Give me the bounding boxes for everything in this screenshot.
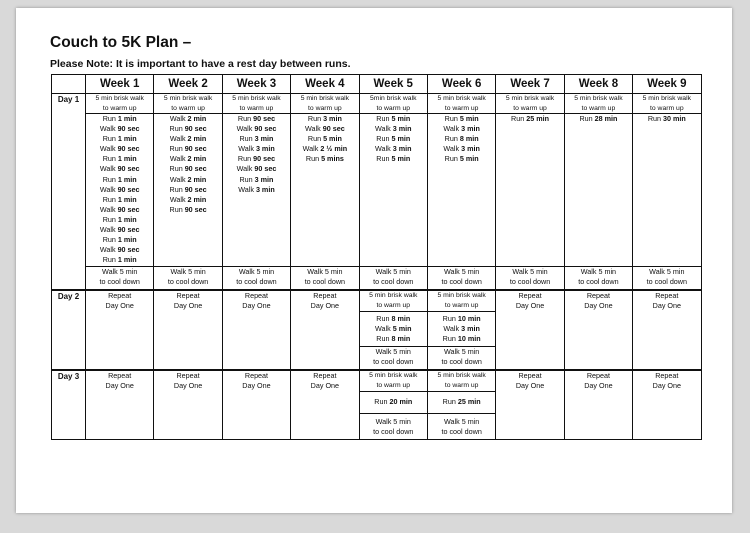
- warmup-cell: 5 min brisk walk to warm up: [564, 94, 632, 114]
- interval-step: [154, 124, 221, 134]
- interval-duration: 5 min: [323, 134, 342, 144]
- interval-type: Walk: [236, 164, 253, 174]
- interval-type: Walk: [238, 144, 254, 154]
- warmup-cell: 5 min brisk walk to warm up: [359, 370, 427, 392]
- interval-step: [86, 134, 153, 144]
- cooldown-cell: Walk 5 min to cool down: [496, 267, 564, 291]
- interval-step: [86, 205, 153, 215]
- interval-step: [360, 324, 427, 334]
- interval-type: Walk: [169, 134, 186, 144]
- interval-type: Run: [237, 154, 252, 164]
- interval-duration: 90 sec: [184, 164, 207, 174]
- week-header: Week 9: [633, 75, 701, 94]
- interval-duration: 90 sec: [117, 204, 140, 214]
- interval-type: Run: [444, 154, 458, 164]
- intervals-cell: [359, 392, 427, 414]
- warmup-cell: 5 min brisk walk to warm up: [427, 290, 495, 312]
- interval-type: Run: [376, 154, 390, 164]
- interval-type: Run: [102, 214, 116, 224]
- interval-duration: 2 ½ min: [320, 144, 348, 154]
- interval-type: Run: [102, 174, 116, 184]
- interval-step: [86, 185, 153, 195]
- repeat-cell: Repeat Day One: [86, 290, 154, 370]
- interval-step: [154, 134, 221, 144]
- interval-type: Run: [307, 134, 322, 144]
- interval-duration: 3 min: [254, 174, 274, 184]
- document-page: [16, 8, 732, 513]
- interval-type: Walk: [375, 324, 391, 334]
- interval-duration: 5 min: [391, 114, 411, 124]
- repeat-cell: Repeat Day One: [633, 370, 701, 440]
- interval-duration: 2 min: [187, 174, 207, 184]
- interval-step: [86, 255, 153, 265]
- cooldown-cell: Walk 5 min to cool down: [359, 414, 427, 440]
- cooldown-cell: Walk 5 min to cool down: [86, 267, 154, 291]
- interval-type: Walk: [99, 124, 116, 134]
- interval-step: [86, 154, 153, 164]
- interval-type: Run: [444, 134, 458, 144]
- interval-duration: 2 min: [187, 194, 207, 204]
- repeat-cell: Repeat Day One: [154, 370, 222, 440]
- interval-duration: 10 min: [457, 314, 481, 324]
- repeat-cell: Repeat Day One: [291, 370, 359, 440]
- interval-type: Walk: [99, 245, 116, 255]
- week-header: Week 3: [222, 75, 290, 94]
- interval-type: Walk: [169, 174, 186, 184]
- interval-duration: 90 sec: [117, 245, 140, 255]
- interval-step: [86, 195, 153, 205]
- interval-step: [223, 134, 290, 144]
- cooldown-cell: Walk 5 min to cool down: [427, 347, 495, 371]
- interval-type: Walk: [169, 114, 186, 124]
- interval-type: Run: [169, 124, 183, 134]
- warmup-cell: 5 min brisk walk to warm up: [154, 94, 222, 114]
- interval-type: Walk: [238, 184, 254, 194]
- interval-type: Run: [102, 114, 116, 124]
- intervals-cell: [427, 114, 495, 267]
- interval-type: Walk: [236, 124, 253, 134]
- day-label: Day 3: [52, 370, 86, 440]
- interval-type: Walk: [169, 194, 186, 204]
- interval-type: Run: [102, 234, 116, 244]
- interval-type: Run: [305, 154, 320, 164]
- interval-step: [360, 334, 427, 344]
- interval-type: Walk: [99, 144, 116, 154]
- interval-type: Run: [647, 114, 662, 124]
- interval-type: Run: [169, 164, 183, 174]
- interval-type: Run: [579, 114, 593, 124]
- interval-step: [428, 134, 495, 144]
- intervals-cell: [222, 114, 290, 267]
- week-header: Week 1: [86, 75, 154, 94]
- interval-type: Walk: [302, 144, 319, 154]
- interval-duration: 8 min: [391, 314, 411, 324]
- interval-type: Run: [239, 134, 253, 144]
- interval-duration: 10 min: [457, 334, 481, 344]
- page-title: Couch to 5K Plan –: [50, 34, 192, 51]
- intervals-cell: [359, 312, 427, 347]
- intervals-cell: [633, 114, 701, 267]
- interval-type: Run: [169, 144, 183, 154]
- interval-step: [291, 134, 358, 144]
- interval-step: [360, 397, 427, 407]
- repeat-cell: Repeat Day One: [222, 370, 290, 440]
- cooldown-cell: Walk 5 min to cool down: [359, 267, 427, 291]
- interval-step: [86, 225, 153, 235]
- interval-step: [291, 154, 358, 164]
- cooldown-cell: Walk 5 min to cool down: [222, 267, 290, 291]
- interval-type: Walk: [99, 224, 116, 234]
- interval-step: [428, 314, 495, 324]
- interval-duration: 90 sec: [184, 144, 207, 154]
- interval-step: [565, 114, 632, 124]
- interval-type: Run: [376, 334, 390, 344]
- intervals-cell: [427, 312, 495, 347]
- interval-step: [86, 124, 153, 134]
- interval-duration: 90 sec: [254, 124, 277, 134]
- warmup-cell: 5 min brisk walk to warm up: [496, 94, 564, 114]
- interval-duration: 5 min: [391, 154, 411, 164]
- warmup-cell: 5 min brisk walk to warm up: [359, 290, 427, 312]
- repeat-cell: Repeat Day One: [564, 370, 632, 440]
- repeat-cell: Repeat Day One: [291, 290, 359, 370]
- interval-duration: 3 min: [254, 134, 274, 144]
- interval-step: [86, 175, 153, 185]
- interval-step: [428, 334, 495, 344]
- repeat-cell: Repeat Day One: [154, 290, 222, 370]
- interval-duration: 90 sec: [184, 124, 207, 134]
- interval-step: [86, 164, 153, 174]
- rest-day-note: Please Note: It is important to have a rest day between runs.: [50, 58, 351, 70]
- warmup-cell: 5min brisk walk to warm up: [359, 94, 427, 114]
- intervals-cell: [427, 392, 495, 414]
- interval-duration: 25 min: [526, 114, 550, 124]
- interval-step: [291, 144, 358, 154]
- interval-step: [360, 314, 427, 324]
- interval-type: Run: [376, 314, 390, 324]
- interval-step: [428, 324, 495, 334]
- repeat-cell: Repeat Day One: [564, 290, 632, 370]
- repeat-cell: Repeat Day One: [86, 370, 154, 440]
- cooldown-cell: Walk 5 min to cool down: [359, 347, 427, 371]
- interval-duration: 90 sec: [254, 164, 277, 174]
- interval-step: [86, 245, 153, 255]
- warmup-cell: 5 min brisk walk to warm up: [86, 94, 154, 114]
- interval-step: [496, 114, 563, 124]
- interval-type: Walk: [99, 204, 116, 214]
- warmup-cell: 5 min brisk walk to warm up: [427, 94, 495, 114]
- interval-type: Walk: [375, 124, 391, 134]
- day1-cooldown-row: [52, 267, 702, 291]
- day3-row-1: [52, 370, 702, 392]
- interval-type: Walk: [443, 124, 460, 134]
- training-plan-table: [51, 74, 702, 440]
- intervals-cell: [291, 114, 359, 267]
- interval-type: Walk: [443, 144, 460, 154]
- interval-duration: 3 min: [461, 324, 480, 334]
- intervals-cell: [86, 114, 154, 267]
- week-header: Week 5: [359, 75, 427, 94]
- interval-duration: 25 min: [457, 397, 481, 407]
- interval-step: [428, 144, 495, 154]
- interval-duration: 3 min: [392, 144, 412, 154]
- interval-step: [428, 124, 495, 134]
- interval-duration: 2 min: [187, 114, 207, 124]
- interval-step: [360, 144, 427, 154]
- interval-step: [223, 185, 290, 195]
- day-label: Day 1: [52, 94, 86, 291]
- interval-type: Walk: [99, 164, 116, 174]
- interval-type: Run: [307, 114, 322, 124]
- interval-duration: 20 min: [389, 397, 413, 407]
- interval-step: [428, 397, 495, 407]
- interval-duration: 90 sec: [184, 184, 207, 194]
- interval-step: [86, 144, 153, 154]
- interval-type: Run: [169, 184, 183, 194]
- interval-step: [223, 154, 290, 164]
- interval-duration: 3 min: [461, 144, 480, 154]
- interval-type: Run: [376, 134, 390, 144]
- interval-type: Run: [511, 114, 525, 124]
- repeat-cell: Repeat Day One: [496, 370, 564, 440]
- day2-row-1: [52, 290, 702, 312]
- interval-step: [223, 144, 290, 154]
- interval-type: Run: [102, 255, 116, 265]
- interval-type: Run: [376, 114, 390, 124]
- interval-step: [360, 124, 427, 134]
- interval-step: [633, 114, 700, 124]
- interval-type: Walk: [443, 324, 460, 334]
- interval-step: [154, 144, 221, 154]
- intervals-cell: [359, 114, 427, 267]
- interval-duration: 90 sec: [253, 154, 276, 164]
- week-header: Week 4: [291, 75, 359, 94]
- interval-duration: 90 sec: [117, 124, 140, 134]
- interval-type: Run: [374, 397, 388, 407]
- interval-step: [360, 154, 427, 164]
- interval-duration: 5 min: [391, 134, 411, 144]
- interval-duration: 5 mins: [321, 154, 344, 164]
- interval-step: [154, 185, 221, 195]
- warmup-cell: 5 min brisk walk to warm up: [222, 94, 290, 114]
- interval-duration: 5 min: [459, 114, 479, 124]
- interval-type: Run: [442, 334, 456, 344]
- header-row: [52, 75, 702, 94]
- cooldown-cell: Walk 5 min to cool down: [291, 267, 359, 291]
- cooldown-cell: Walk 5 min to cool down: [154, 267, 222, 291]
- intervals-cell: [154, 114, 222, 267]
- interval-step: [154, 164, 221, 174]
- warmup-cell: 5 min brisk walk to warm up: [633, 94, 701, 114]
- interval-duration: 2 min: [187, 154, 207, 164]
- interval-duration: 1 min: [117, 214, 137, 224]
- interval-duration: 8 min: [391, 334, 411, 344]
- week-header: Week 6: [427, 75, 495, 94]
- repeat-cell: Repeat Day One: [222, 290, 290, 370]
- week-header: Week 8: [564, 75, 632, 94]
- interval-duration: 1 min: [117, 114, 137, 124]
- interval-step: [360, 134, 427, 144]
- interval-step: [291, 114, 358, 124]
- interval-type: Walk: [99, 184, 116, 194]
- interval-duration: 90 sec: [117, 144, 140, 154]
- warmup-cell: 5 min brisk walk to warm up: [291, 94, 359, 114]
- interval-step: [154, 175, 221, 185]
- intervals-cell: [496, 114, 564, 267]
- cooldown-cell: Walk 5 min to cool down: [427, 267, 495, 291]
- day1-warmup-row: [52, 94, 702, 114]
- interval-type: Run: [237, 114, 252, 124]
- warmup-cell: 5 min brisk walk to warm up: [427, 370, 495, 392]
- interval-step: [428, 154, 495, 164]
- cooldown-cell: Walk 5 min to cool down: [564, 267, 632, 291]
- interval-duration: 1 min: [117, 234, 137, 244]
- interval-duration: 1 min: [117, 154, 137, 164]
- interval-type: Run: [102, 194, 116, 204]
- interval-duration: 90 sec: [117, 184, 140, 194]
- day1-intervals-row: [52, 114, 702, 267]
- interval-step: [154, 114, 221, 124]
- interval-duration: 5 min: [392, 324, 412, 334]
- interval-duration: 90 sec: [322, 124, 345, 134]
- repeat-cell: Repeat Day One: [633, 290, 701, 370]
- week-header: Week 2: [154, 75, 222, 94]
- interval-duration: 30 min: [663, 114, 686, 124]
- cooldown-cell: Walk 5 min to cool down: [633, 267, 701, 291]
- cooldown-cell: Walk 5 min to cool down: [427, 414, 495, 440]
- interval-step: [223, 114, 290, 124]
- corner-cell: [52, 75, 86, 94]
- interval-duration: 90 sec: [184, 204, 207, 214]
- day-label: Day 2: [52, 290, 86, 370]
- interval-step: [154, 205, 221, 215]
- intervals-cell: [564, 114, 632, 267]
- interval-step: [86, 235, 153, 245]
- interval-duration: 3 min: [392, 124, 412, 134]
- interval-step: [223, 124, 290, 134]
- interval-step: [291, 124, 358, 134]
- interval-type: Run: [102, 154, 116, 164]
- week-header: Week 7: [496, 75, 564, 94]
- interval-step: [86, 215, 153, 225]
- interval-type: Run: [444, 114, 458, 124]
- interval-step: [86, 114, 153, 124]
- repeat-cell: Repeat Day One: [496, 290, 564, 370]
- interval-duration: 1 min: [117, 194, 137, 204]
- interval-step: [428, 114, 495, 124]
- interval-type: Run: [442, 397, 456, 407]
- interval-duration: 2 min: [187, 134, 207, 144]
- interval-duration: 28 min: [594, 114, 618, 124]
- interval-duration: 1 min: [117, 255, 137, 265]
- interval-duration: 1 min: [117, 134, 137, 144]
- interval-type: Run: [102, 134, 116, 144]
- interval-step: [154, 154, 221, 164]
- interval-type: Run: [169, 204, 183, 214]
- interval-duration: 3 min: [461, 124, 480, 134]
- interval-type: Walk: [169, 154, 186, 164]
- interval-duration: 3 min: [255, 184, 275, 194]
- interval-duration: 90 sec: [253, 114, 276, 124]
- interval-duration: 3 min: [255, 144, 275, 154]
- interval-type: Walk: [375, 144, 391, 154]
- interval-duration: 1 min: [117, 174, 137, 184]
- interval-type: Walk: [305, 124, 321, 134]
- interval-step: [223, 164, 290, 174]
- interval-type: Run: [442, 314, 456, 324]
- interval-step: [154, 195, 221, 205]
- interval-duration: 90 sec: [117, 164, 140, 174]
- interval-step: [223, 175, 290, 185]
- interval-type: Run: [239, 174, 253, 184]
- interval-step: [360, 114, 427, 124]
- interval-duration: 90 sec: [117, 224, 140, 234]
- interval-duration: 5 min: [459, 154, 479, 164]
- interval-duration: 8 min: [459, 134, 479, 144]
- interval-duration: 3 min: [323, 114, 342, 124]
